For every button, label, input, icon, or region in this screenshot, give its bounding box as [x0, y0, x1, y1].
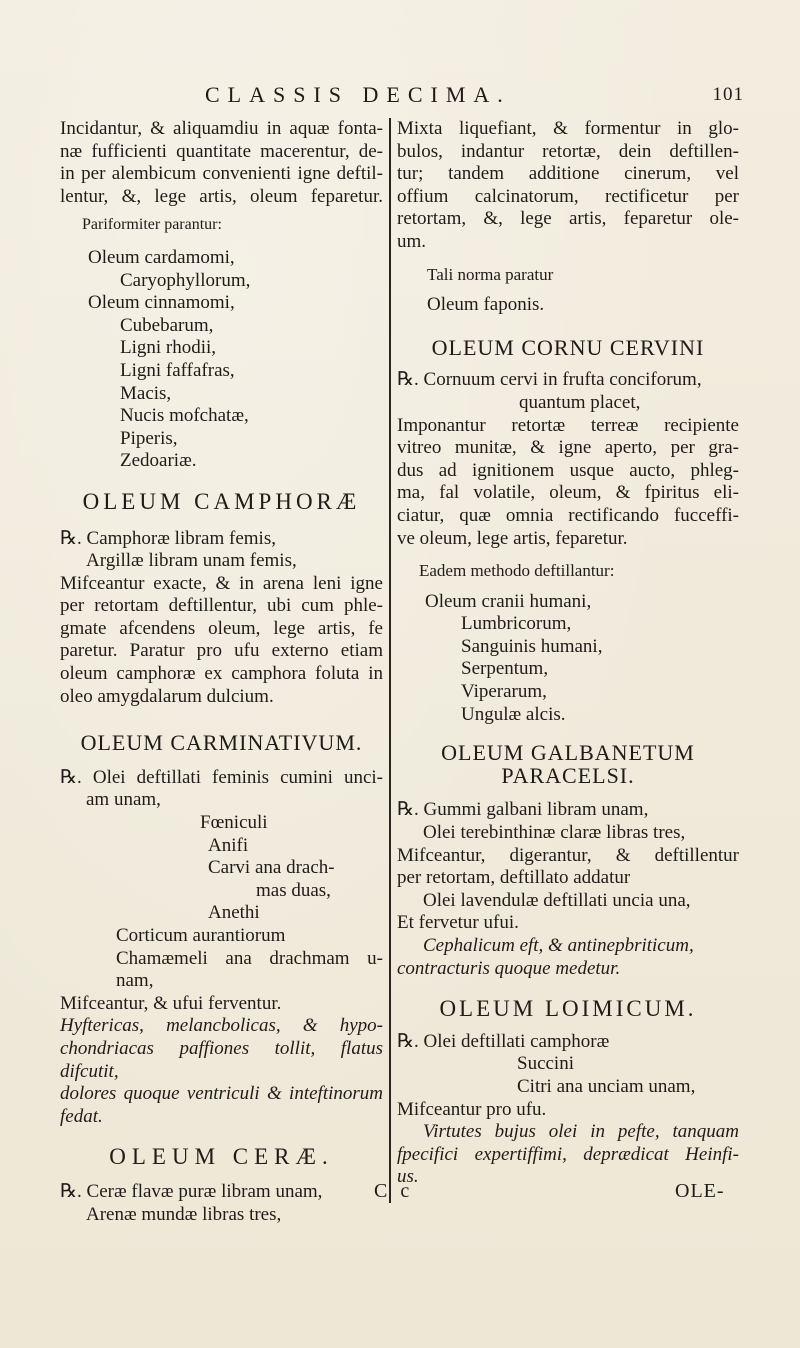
- recipe-line: ℞. Camphoræ libram femis,: [60, 527, 276, 549]
- section-heading: OLEUM LOIMICUM.: [439, 996, 697, 1022]
- recipe-line: Citri ana unciam unam,: [517, 1075, 696, 1097]
- recipe-line: nam,: [116, 970, 154, 992]
- signature-mark: C c: [374, 1180, 414, 1202]
- list-item: Ungulæ alcis.: [461, 703, 566, 725]
- section-heading: OLEUM CORNU CERVINI: [431, 334, 705, 360]
- recipe-line: ℞. Cornuum cervi in frufta conciforum,: [397, 369, 702, 391]
- text-line: lentur, &, lege artis, oleum feparetur.: [60, 185, 383, 207]
- text-line: dus ad ignitionem usque aucto, phleg-: [397, 459, 739, 481]
- italic-note: Hyftericas, melancbolicas, & hypo-: [60, 1015, 383, 1037]
- text-line: Mifceantur exacte, & in arena leni igne: [60, 572, 383, 594]
- recipe-line: Argillæ libram unam femis,: [86, 550, 297, 572]
- text-line: oleum camphoræ ex camphora foluta in: [60, 663, 383, 685]
- recipe-line: Olei terebinthinæ claræ libras tres,: [423, 822, 686, 844]
- text-line: Mifceantur, digerantur, & deftillentur: [397, 844, 739, 866]
- list-item: Ligni faffafras,: [120, 359, 235, 381]
- recipe-line: ℞. Ceræ flavæ puræ libram unam,: [60, 1180, 323, 1202]
- section-note: Pariformiter parantur:: [82, 216, 222, 234]
- catchword: OLE-: [675, 1180, 725, 1202]
- text-line: Mixta liquefiant, & formentur in glo-: [397, 118, 739, 139]
- text-line: ma, fal volatile, oleum, & fpiritus eli-: [397, 482, 739, 504]
- running-head: CLASSIS DECIMA.: [205, 82, 511, 107]
- page-header: [0, 82, 800, 112]
- list-item: Oleum cranii humani,: [425, 590, 592, 612]
- recipe-line: Corticum aurantiorum: [116, 925, 286, 946]
- text-line: offium calcinatorum, rectificetur per: [397, 185, 739, 207]
- recipe-line: Mifceantur, & ufui ferventur.: [60, 992, 282, 1014]
- italic-note: dolores quoque ventriculi & inteftinorum: [60, 1083, 383, 1105]
- recipe-line: ℞. Olei deftillati feminis cumini unci-: [60, 766, 383, 788]
- list-item: Macis,: [120, 382, 172, 404]
- recipe-line: Carvi ana drach-: [208, 857, 335, 879]
- text-line: ciatur, quæ omnia rectificando fucceffi-: [397, 504, 739, 526]
- list-item: Oleum faponis.: [427, 294, 545, 316]
- italic-note: fpecifici expertiffimi, deprædicat Heinfi-: [397, 1143, 739, 1165]
- recipe-line: Mifceantur pro ufu.: [397, 1098, 547, 1120]
- text-line: um.: [397, 230, 427, 252]
- list-item: Nucis mofchatæ,: [120, 405, 249, 427]
- section-heading: OLEUM CERÆ.: [109, 1144, 334, 1170]
- recipe-line: Fœniculi: [200, 812, 268, 834]
- recipe-line: Olei lavendulæ deftillati uncia una,: [423, 889, 691, 911]
- recipe-line: Anethi: [208, 902, 260, 924]
- section-heading: OLEUM CAMPHORÆ: [82, 488, 361, 514]
- list-item: Piperis,: [120, 427, 178, 449]
- list-item: Zedoariæ.: [120, 450, 197, 472]
- italic-note: Cephalicum eft, & antinepbriticum,: [423, 935, 694, 956]
- text-line: næ fufficienti quantitate macerentur, de-: [60, 140, 383, 162]
- column-rule: [389, 118, 391, 1203]
- italic-note: us.: [397, 1166, 419, 1188]
- list-item: Viperarum,: [461, 681, 547, 703]
- italic-note: chondriacas paffiones tollit, flatus difcutit,: [60, 1037, 383, 1082]
- text-line: Et fervetur ufui.: [397, 912, 519, 934]
- text-line: tur; tandem additione cinerum, vel: [397, 163, 739, 185]
- list-item: Lumbricorum,: [461, 613, 572, 635]
- recipe-line: Succini: [517, 1053, 574, 1075]
- oil-list: [397, 591, 739, 727]
- recipe-line: am unam,: [86, 789, 161, 811]
- recipe-line: Chamæmeli ana drachmam u-: [116, 947, 383, 969]
- recipe-line: Arenæ mundæ libras tres,: [86, 1203, 282, 1225]
- section-note: Eadem methodo deftillantur:: [419, 561, 615, 581]
- list-item: Ligni rhodii,: [120, 337, 217, 359]
- text-line: Imponantur retortæ terreæ recipiente: [397, 414, 739, 436]
- list-item: Oleum cinnamomi,: [88, 292, 235, 314]
- section-heading: PARACELSI.: [501, 762, 635, 788]
- text-line: ve oleum, lege artis, feparetur.: [397, 527, 628, 549]
- text-line: retortam, &, lege artis, feparetur ole-: [397, 208, 739, 230]
- list-item: Oleum cardamomi,: [88, 246, 235, 268]
- text-line: gmate afcendens oleum, lege artis, fe: [60, 617, 383, 639]
- text-line: per retortam deftillentur, ubi cum phle-: [60, 595, 383, 617]
- text-line: bulos, indantur retortæ, dein deftillen-: [397, 140, 739, 162]
- right-column: [397, 118, 739, 1189]
- recipe-line: quantum placet,: [519, 391, 641, 413]
- italic-note: fedat.: [60, 1105, 103, 1127]
- list-item: Cubebarum,: [120, 314, 214, 336]
- italic-note: Virtutes bujus olei in pefte, tanquam: [423, 1121, 739, 1143]
- list-item: Serpentum,: [461, 658, 549, 680]
- recipe-line: ℞. Gummi galbani libram unam,: [397, 799, 649, 821]
- page-number: 101: [712, 84, 744, 105]
- text-line: per retortam, deftillato addatur: [397, 867, 631, 889]
- recipe-line: ℞. Olei deftillati camphoræ: [397, 1030, 610, 1052]
- page-footer: [0, 1180, 800, 1210]
- section-heading: OLEUM CARMINATIVUM.: [80, 730, 363, 756]
- text-line: oleo amygdalarum dulcium.: [60, 685, 274, 707]
- text-line: in per alembicum convenienti igne deftil-: [60, 163, 383, 185]
- text-line: paretur. Paratur pro ufu externo etiam: [60, 640, 383, 662]
- recipe-line: mas duas,: [256, 879, 331, 901]
- text-line: Incidantur, & aliquamdiu in aquæ fonta-: [60, 118, 383, 139]
- recipe-line: Anifi: [208, 834, 249, 856]
- section-heading: OLEUM GALBANETUM: [441, 740, 695, 766]
- section-note: Tali norma paratur: [427, 264, 554, 284]
- text-line: vitreo munitæ, & igne aperto, per gra-: [397, 437, 739, 459]
- list-item: Caryophyllorum,: [120, 269, 251, 291]
- oil-list: [60, 247, 383, 473]
- list-item: Sanguinis humani,: [461, 635, 603, 657]
- italic-note: contracturis quoque medetur.: [397, 957, 621, 979]
- left-column: [60, 118, 383, 1226]
